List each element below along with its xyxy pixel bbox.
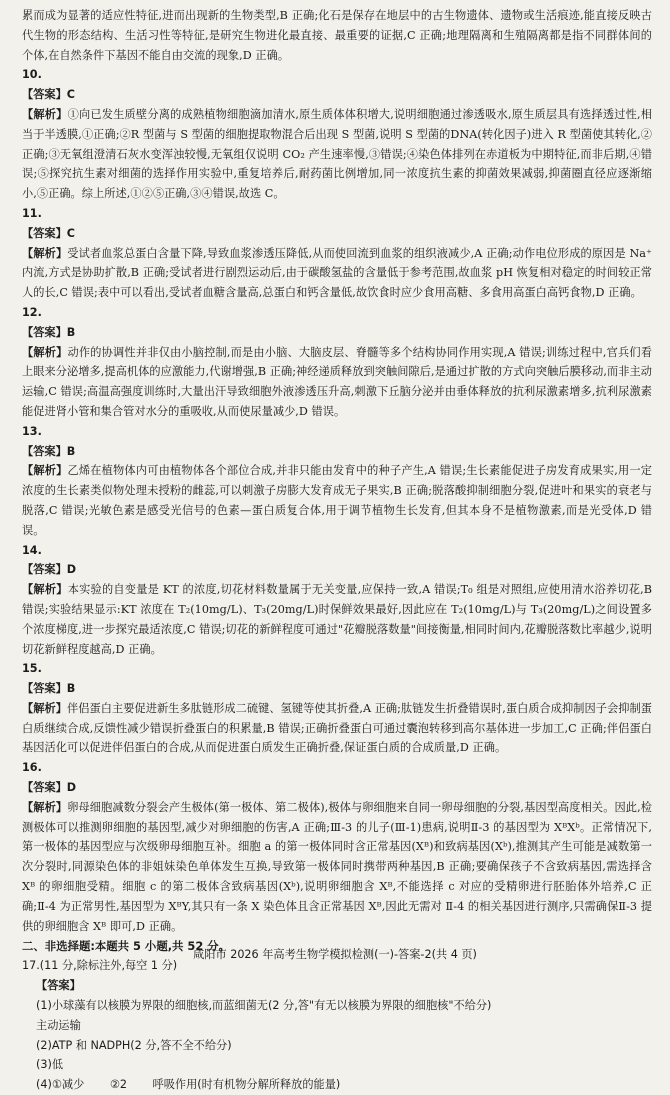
analysis-text: 动作的协调性并非仅由小脑控制,而是由小脑、大脑皮层、脊髓等多个结构协同作用实现,A 错误;训练过程中,官兵们看上眼来分泌增多,提高机体的应激能力,代谢增强,B 正确;神经递质释放到突触间隙后,是通过扩散的方式向突触后膜移动,而非主动运输,C 错误;高温高强度训练时,大量出汗导致细胞外液渗透压升高,刺激下丘脑分泌并由垂体释放的抗利尿激素增多,抗利尿激素能促进肾小管和集合管对水分的重吸收,从而使尿量减少,D 错误。 <box>22 345 653 418</box>
analysis-text: 卵母细胞减数分裂会产生极体(第一极体、第二极体),极体与卵细胞来自同一卵母细胞的分裂,基因型高度相关。因此,检测极体可以推测卵细胞的基因型,减少对卵细胞的伤害,A 正确;Ⅲ-3 的儿子(Ⅲ-1)患病,说明Ⅱ-3 的基因型为 XᴮXᵇ。正常情况下,第一极体的基因型应与次级卵母细胞互补。细胞 a 的第一极体同时含正常基因(Xᴮ)和致病基因(Xᵇ),推测其产生可能是减数第一次分裂时,同源染色体的非姐妹染色单体发生互换,导致第一极体同时携带两种基因,B 正确;要确保孩子不含致病基因,需选择含 Xᴮ 的卵细胞受精。细胞 c 的第二极体含致病基因(Xᵇ),说明卵细胞含 Xᴮ,不能选择 c 对应的受精卵进行胚胎体外培养,C 正确;Ⅱ-4 为正常男性,基因型为 XᴮY,其只有一条 X 染色体且含正常基因 Xᴮ,因此无需对 Ⅱ-4 的相关基因进行测序,只需确保Ⅱ-3 提供的卵细胞含 Xᴮ 即可,D 正确。 <box>22 800 652 933</box>
answer-label: 【答案】B <box>22 325 76 339</box>
question-block <box>22 303 652 422</box>
answer-line-2: (2)ATP 和 NADPH(2 分,答不全不给分) <box>36 1038 232 1052</box>
answer-label: 【答案】C <box>22 226 75 240</box>
answer-line-1b: 主动运输 <box>36 1018 81 1032</box>
question-number: 13. <box>22 424 42 438</box>
analysis-tag: 【解析】 <box>22 106 68 121</box>
answer-label: 【答案】D <box>22 781 77 795</box>
analysis-text: 伴侣蛋白主要促进新生多肽链形成二硫键、氢键等使其折叠,A 正确;肽链发生折叠错误时,蛋白质合成抑制因子会抑制蛋白质继续合成,反馈性减少错误折叠蛋白的积累量,B 错误;正确折叠蛋白可通过囊泡转移到高尔基体进一步加工,C 正确;伴侣蛋白基因活化可以促进伴侣蛋白的合成,从而促进蛋白质发生正确折叠,保证蛋白质的合成质量,D 正确。 <box>22 701 652 755</box>
analysis-tag: 【解析】 <box>22 700 67 715</box>
analysis-text: 乙烯在植物体内可由植物体各个部位合成,并非只能由发育中的种子产生,A 错误;生长素能促进子房发育成果实,用一定浓度的生长素类似物处理未授粉的雌蕊,可以刺激子房膨大发育成无子果实,B 正确;脱落酸抑制细胞分裂,促进叶和果实的衰老与脱落,C 错误;光敏色素是感受光信号的色素—蛋白质复合体,用于调节植物生长发育,但其本身不是植物激素,而是光受体,D 错误。 <box>22 464 653 537</box>
answer-label: 【答案】C <box>22 88 75 102</box>
intro-paragraph: 累而成为显著的适应性特征,进而出现新的生物类型,B 正确;化石是保存在地层中的古生物遗体、遗物或生活痕迹,能直接反映古代生物的形态结构、生活习性等特征,是研究生物进化最直接、最重要的证据,C 正确;地理隔离和生殖隔离都是指不同群体间的个体,在自然条件下基因不能自由交流的现象,D 正确。 <box>22 9 652 62</box>
question-number: 11. <box>22 206 42 220</box>
answer-line-3: (3)低 <box>36 1058 64 1072</box>
answer-label: 【答案】B <box>22 682 76 696</box>
question-number: 16. <box>22 761 42 775</box>
answer-4-part-2: ②2 <box>109 1078 127 1092</box>
answer-label: 【答案】B <box>22 444 76 458</box>
question-block <box>22 422 652 541</box>
analysis-tag: 【解析】 <box>22 344 68 359</box>
section-two-heading: 二、非选择题:本题共 5 小题,共 52 分。 <box>22 939 230 954</box>
analysis-tag: 【解析】 <box>22 245 68 260</box>
question-number: 15. <box>22 662 42 676</box>
page-footer: 咸阳市 2026 年高考生物学模拟检测(一)-答案-2(共 4 页) <box>193 948 477 961</box>
answer-line-4 <box>22 1075 652 1095</box>
answer-label: 【答案】 <box>36 979 81 993</box>
analysis-tag: 【解析】 <box>22 463 68 478</box>
question-number: 10. <box>22 68 42 82</box>
analysis-text: ①向已发生质壁分离的成熟植物细胞滴加清水,原生质体体积增大,说明细胞通过渗透吸水,原生质层具有选择透过性,相当于半透膜,①正确;②R 型菌与 S 型菌的细胞提取物混合后出现 S 型菌,说明 S 型菌的DNA(转化因子)进入 R 型菌使其转化,②正确;③无氧组澄清石灰水变浑浊较慢,无氧组仅说明 CO₂ 产生速率慢,③错误;④染色体排列在赤道板为中期特征,而非后期,④错误;⑤探究抗生素对细菌的选择作用实验中,重复培养后,耐药菌比例增加,同一浓度抗生素的抑菌效果减弱,抑菌圈直径应逐渐缩小,⑤正确。综上所述,①②⑤正确,③④错误,故选 C。 <box>22 107 653 201</box>
question-number: 14. <box>22 543 42 557</box>
answer-4-part-1: (4)①减少 <box>36 1078 85 1092</box>
answer-4-part-3: 呼吸作用(时有机物分解所释放的能量) <box>152 1078 341 1092</box>
question-block <box>22 541 652 660</box>
analysis-text: 本实验的自变量是 KT 的浓度,切花材料数量属于无关变量,应保持一致,A 错误;T₀ 组是对照组,应使用清水浴养切花,B 错误;实验结果显示:KT 浓度在 T₂(10mg/L)、T₃(20mg/L)时保鲜效果最好,因此应在 T₂(10mg/L)与 T₃(20mg/L)之间设置多个浓度梯度,进一步探究最适浓度,C 错误;切花的新鲜程度可通过"花瓣脱落数量"间接衡量,相同时间内,花瓣脱落数比率越少,说明切花新鲜程度越高,D 正确。 <box>22 583 652 656</box>
question-17-heading: 17.(11 分,除标注外,每空 1 分) <box>22 959 178 973</box>
answer-label: 【答案】D <box>22 563 77 577</box>
question-block <box>22 758 652 936</box>
analysis-tag: 【解析】 <box>22 582 68 597</box>
analysis-tag: 【解析】 <box>22 799 68 814</box>
questions-list <box>22 65 652 936</box>
analysis-text: 受试者血浆总蛋白含量下降,导致血浆渗透压降低,从而使回流到血浆的组织液减少,A 正确;动作电位形成的原因是 Na⁺ 内流,方式是协助扩散,B 正确;受试者进行剧烈运动后,由于碳酸氢盐的含量低于参考范围,故血浆 pH 恢复相对稳定的时间较正常人的长,C 错误;表中可以看出,受试者血糖含量高,总蛋白和钙含量低,故饮食时应少食用高糖、多食用高蛋白高钙食物,D 正确。 <box>22 246 652 300</box>
answer-line-1: (1)小球藻有以核膜为界限的细胞核,而蓝细菌无(2 分,答"有无以核膜为界限的细胞核"不给分) <box>36 999 492 1013</box>
question-block <box>22 65 652 204</box>
question-block <box>22 659 652 758</box>
question-number: 12. <box>22 305 42 319</box>
question-block <box>22 204 652 303</box>
